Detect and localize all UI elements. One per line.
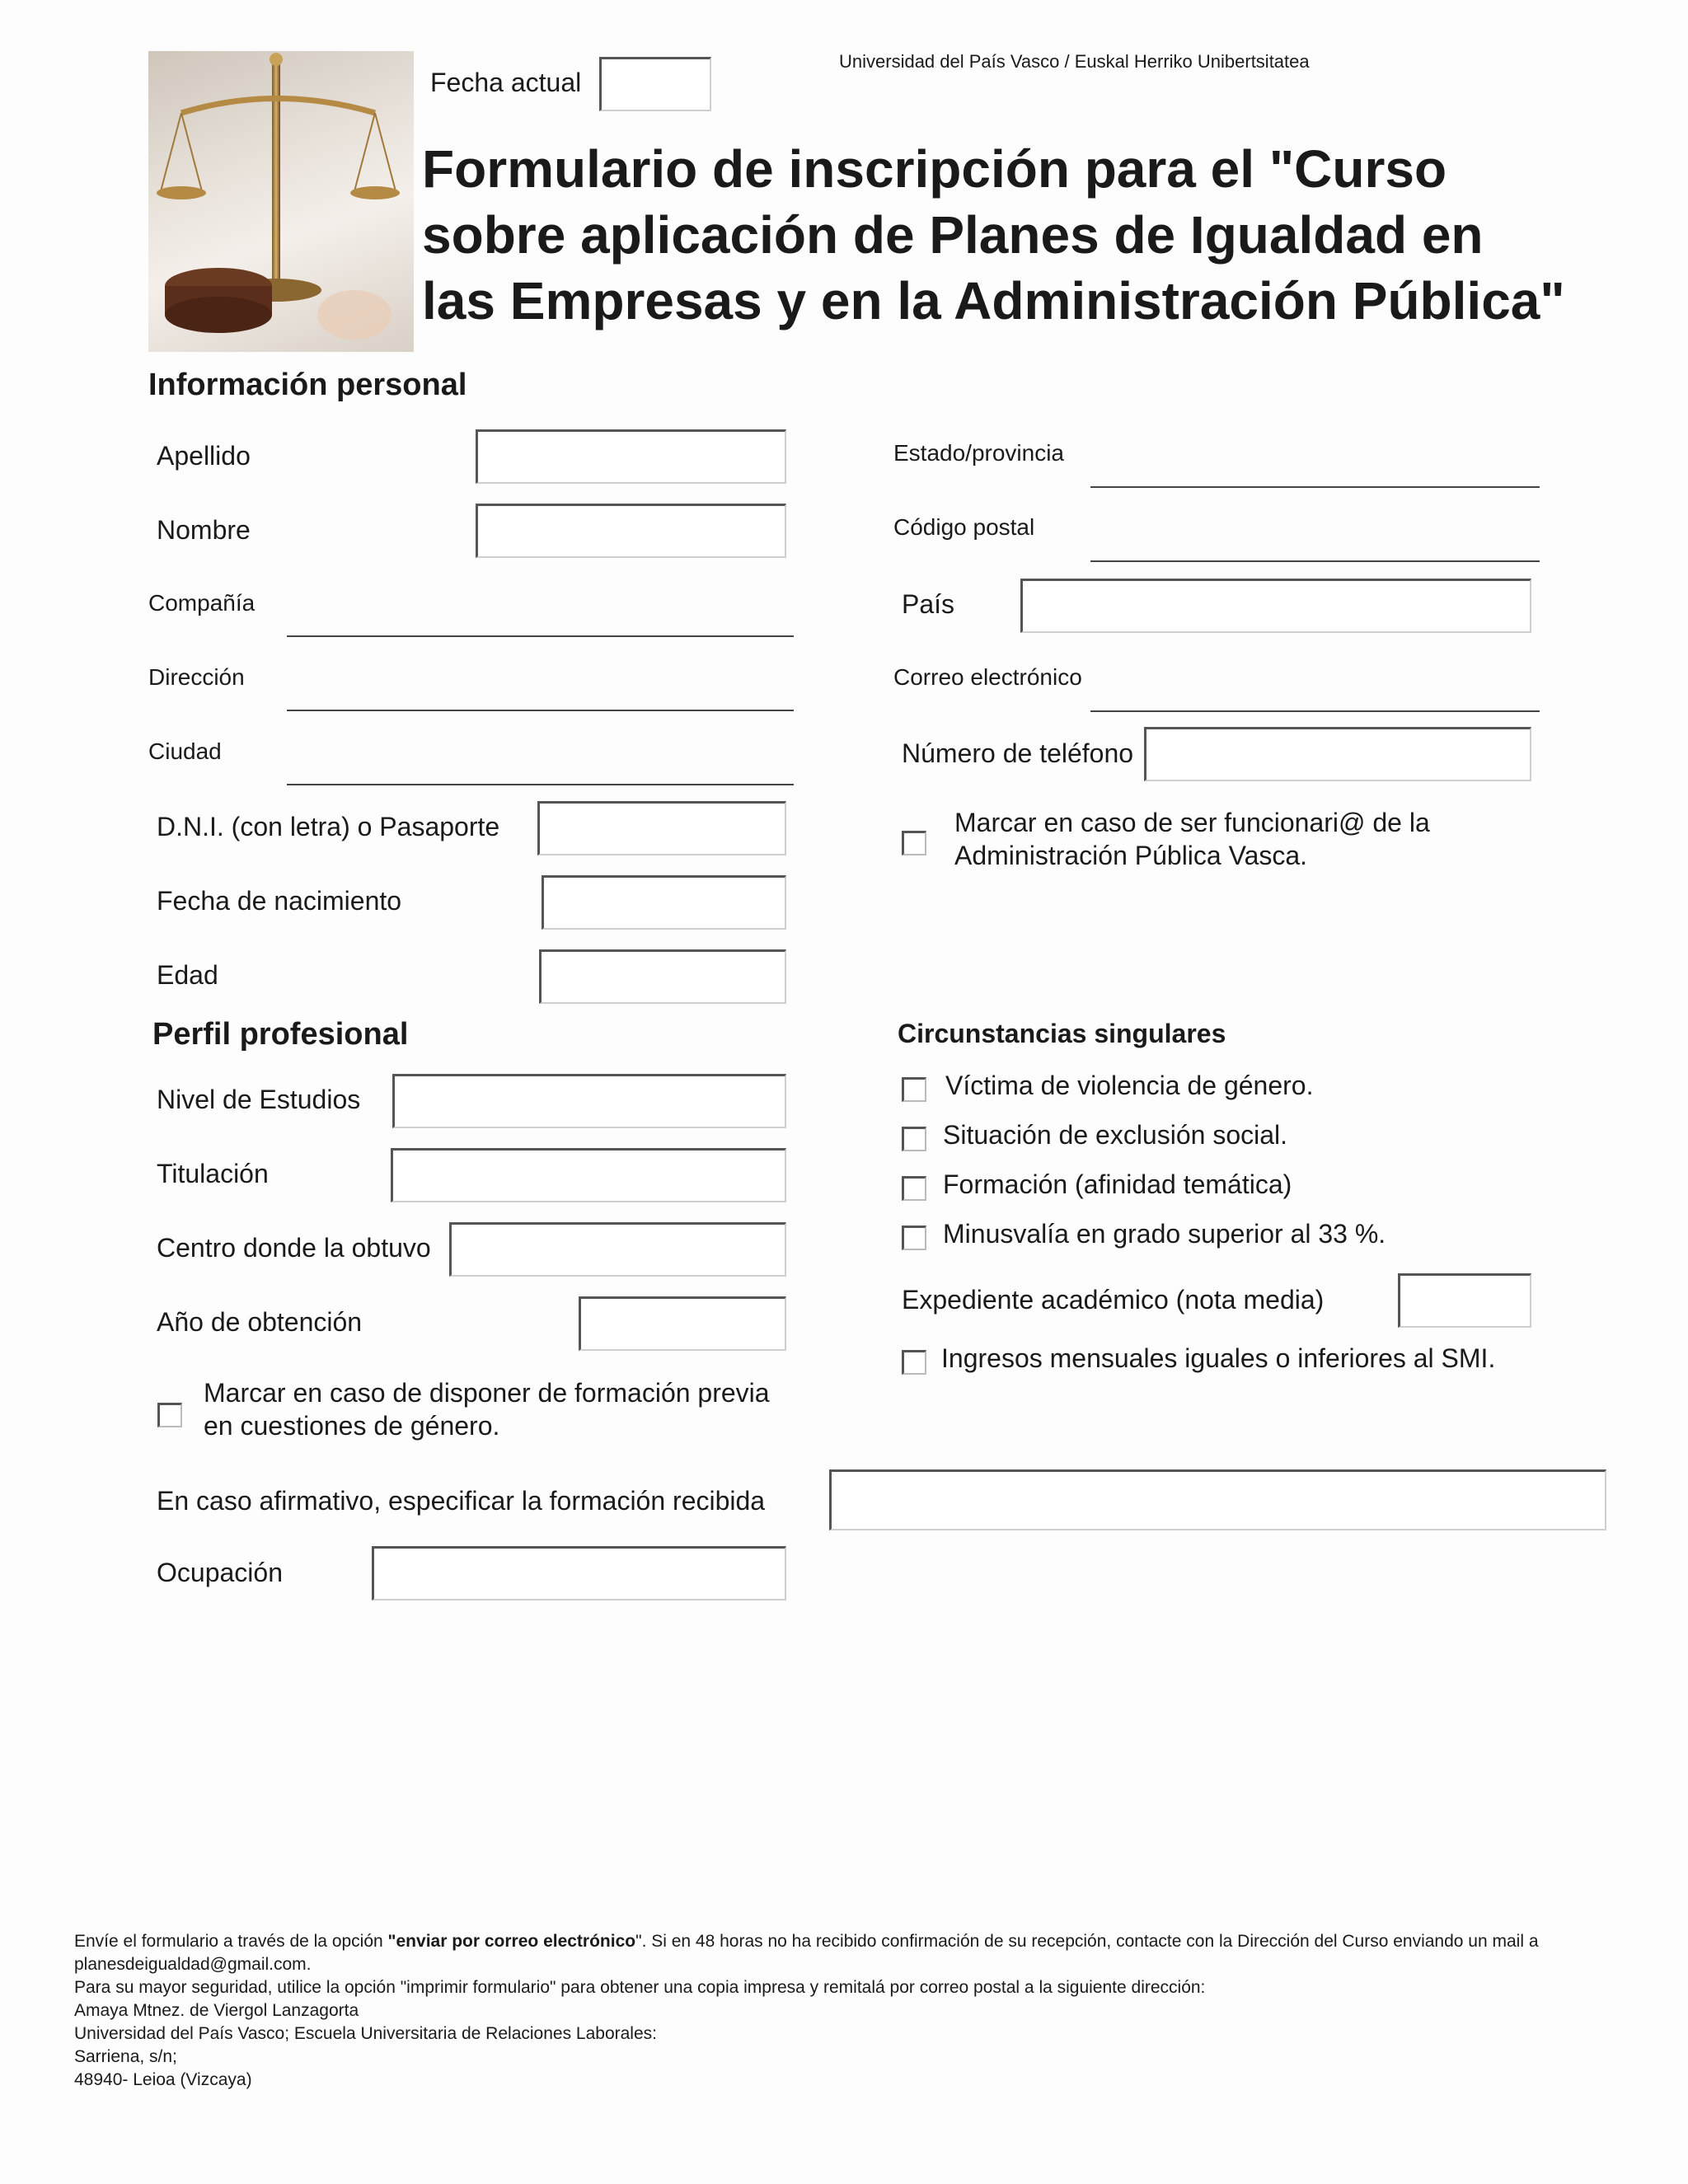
footer-instructions: [74, 1930, 1624, 2092]
nombre-label: Nombre: [157, 515, 251, 545]
victima-label: Víctima de violencia de género.: [945, 1071, 1314, 1100]
direccion-label: Dirección: [148, 664, 245, 690]
codigo-postal-label: Código postal: [893, 514, 1035, 540]
university-name: Universidad del País Vasco / Euskal Herriko Unibertsitatea: [839, 51, 1310, 72]
estado-label: Estado/provincia: [893, 440, 1065, 466]
dni-label: D.N.I. (con letra) o Pasaporte: [157, 812, 500, 841]
anio-input[interactable]: [579, 1296, 786, 1351]
dni-input[interactable]: [537, 801, 786, 855]
estado-input[interactable]: [1090, 486, 1540, 488]
fecha-nacimiento-label: Fecha de nacimiento: [157, 886, 402, 916]
especificar-input[interactable]: [829, 1469, 1606, 1530]
titulacion-label: Titulación: [157, 1159, 269, 1188]
funcionario-line-2: Administración Pública Vasca.: [954, 841, 1308, 870]
exclusion-label: Situación de exclusión social.: [943, 1120, 1288, 1150]
section-heading-circunstancias: Circunstancias singulares: [898, 1019, 1226, 1048]
funcionario-checkbox[interactable]: [902, 831, 926, 855]
telefono-input[interactable]: [1144, 727, 1531, 781]
edad-label: Edad: [157, 960, 218, 990]
compania-label: Compañía: [148, 590, 256, 616]
funcionario-text: [954, 806, 1430, 872]
anio-label: Año de obtención: [157, 1307, 363, 1337]
minusvalia-checkbox[interactable]: [902, 1226, 926, 1250]
formacion-label: Formación (afinidad temática): [943, 1169, 1292, 1199]
footer-line-3: Para su mayor seguridad, utilice la opción "imprimir formulario" para obtener una copia impresa y remitalá por correo postal a la siguiente dirección:: [74, 1978, 1206, 1997]
exclusion-checkbox[interactable]: [902, 1127, 926, 1151]
title-line-1: Formulario de inscripción para el "Curso: [422, 139, 1447, 199]
correo-label: Correo electrónico: [893, 664, 1082, 690]
apellido-input[interactable]: [476, 429, 786, 484]
formacion-previa-line-2: en cuestiones de género.: [204, 1411, 500, 1441]
formacion-previa-checkbox[interactable]: [157, 1403, 182, 1427]
nivel-estudios-label: Nivel de Estudios: [157, 1085, 361, 1114]
correo-input[interactable]: [1090, 710, 1540, 712]
minusvalia-label: Minusvalía en grado superior al 33 %.: [943, 1219, 1386, 1249]
expediente-input[interactable]: [1398, 1273, 1531, 1328]
edad-input[interactable]: [539, 949, 786, 1004]
page-title: [422, 136, 1609, 334]
pais-label: País: [902, 589, 955, 619]
footer-line-5: Universidad del País Vasco; Escuela Universitaria de Relaciones Laborales:: [74, 2024, 657, 2043]
expediente-label: Expediente académico (nota media): [902, 1285, 1325, 1315]
footer-email: planesdeigualdad@gmail.com.: [74, 1955, 312, 1974]
formacion-previa-line-1: Marcar en caso de disponer de formación previa: [204, 1378, 770, 1408]
fecha-nacimiento-input[interactable]: [542, 875, 786, 930]
funcionario-line-1: Marcar en caso de ser funcionari@ de la: [954, 808, 1430, 837]
centro-label: Centro donde la obtuvo: [157, 1233, 431, 1263]
scales-of-justice-photo: [148, 51, 414, 352]
fecha-actual-input[interactable]: [599, 57, 711, 111]
scales-of-justice-icon: [148, 51, 414, 352]
ciudad-label: Ciudad: [148, 738, 222, 764]
footer-line-1-bold: "enviar por correo electrónico: [387, 1932, 636, 1951]
section-heading-personal: Información personal: [148, 368, 467, 402]
footer-line-6: Sarriena, s/n;: [74, 2047, 177, 2066]
ocupacion-input[interactable]: [372, 1546, 786, 1601]
titulacion-input[interactable]: [391, 1148, 786, 1202]
ocupacion-label: Ocupación: [157, 1558, 283, 1587]
direccion-input[interactable]: [287, 710, 794, 711]
formacion-checkbox[interactable]: [902, 1176, 926, 1201]
footer-line-4: Amaya Mtnez. de Viergol Lanzagorta: [74, 2001, 359, 2020]
telefono-label: Número de teléfono: [902, 738, 1134, 768]
section-heading-profesional: Perfil profesional: [152, 1017, 409, 1052]
nivel-estudios-input[interactable]: [392, 1074, 786, 1128]
compania-input[interactable]: [287, 635, 794, 637]
footer-line-1-post: ". Si en 48 horas no ha recibido confirmación de su recepción, contacte con la Dirección del Curso enviando un mail a: [635, 1932, 1539, 1951]
centro-input[interactable]: [449, 1222, 786, 1277]
apellido-label: Apellido: [157, 441, 251, 471]
footer-line-1-pre: Envíe el formulario a través de la opción: [74, 1932, 388, 1951]
fecha-actual-label: Fecha actual: [430, 68, 582, 97]
especificar-label: En caso afirmativo, especificar la formación recibida: [157, 1486, 766, 1516]
title-line-3: las Empresas y en la Administración Pública": [422, 271, 1565, 330]
title-line-2: sobre aplicación de Planes de Igualdad en: [422, 205, 1484, 265]
nombre-input[interactable]: [476, 504, 786, 558]
codigo-postal-input[interactable]: [1090, 560, 1540, 562]
victima-checkbox[interactable]: [902, 1077, 926, 1102]
ingresos-label: Ingresos mensuales iguales o inferiores al SMI.: [941, 1343, 1496, 1373]
footer-line-7: 48940- Leioa (Vizcaya): [74, 2070, 252, 2089]
pais-input[interactable]: [1020, 579, 1531, 633]
formacion-previa-text: [204, 1376, 770, 1442]
footer-line-1: [74, 1930, 1624, 1953]
ciudad-input[interactable]: [287, 784, 794, 785]
ingresos-checkbox[interactable]: [902, 1350, 926, 1375]
